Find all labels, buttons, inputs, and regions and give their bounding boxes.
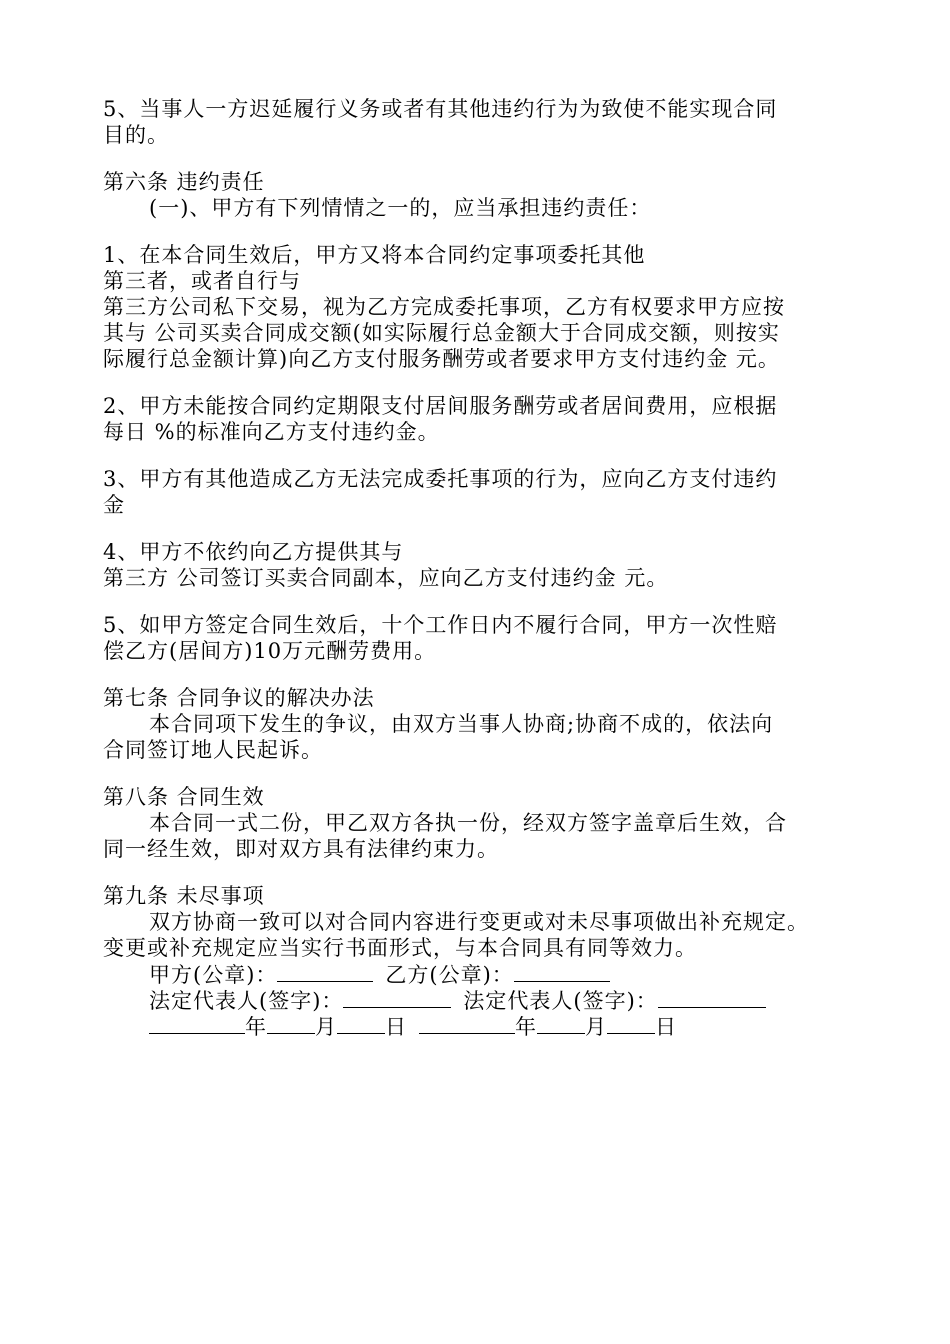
article-6-item-1-line-2: 第三者，或者自行与	[103, 269, 301, 293]
clause-5-line-2: 目的。	[103, 123, 169, 147]
article-6-item-5-line-2: 偿乙方(居间方)10万元酬劳费用。	[103, 639, 437, 663]
date-line	[103, 1013, 853, 1039]
article-7-body-line-1: 本合同项下发生的争议，由双方当事人协商;协商不成的，依法向	[149, 712, 774, 736]
party-a-month-blank[interactable]	[267, 1013, 315, 1034]
seal-line	[103, 961, 853, 987]
article-9-body-line-1: 双方协商一致可以对合同内容进行变更或对未尽事项做出补充规定。	[149, 910, 809, 934]
party-a-seal-blank[interactable]	[277, 961, 373, 982]
party-b-day-blank[interactable]	[607, 1013, 655, 1034]
party-b-year-blank[interactable]	[419, 1013, 515, 1034]
article-6-item-1-line-4: 其与 公司买卖合同成交额(如实际履行总金额大于合同成交额，则按实	[103, 321, 780, 345]
party-b-rep-label: 法定代表人(签字)：	[463, 989, 658, 1013]
article-6-item-1-line-1: 1、在本合同生效后，甲方又将本合同约定事项委托其他	[103, 243, 646, 267]
article-6-item-1-line-5: 际履行总金额计算)向乙方支付服务酬劳或者要求甲方支付违约金 元。	[103, 347, 780, 371]
article-6-item-4-line-2: 第三方 公司签订买卖合同副本，应向乙方支付违约金 元。	[103, 566, 669, 590]
article-6-item-1-line-3: 第三方公司私下交易，视为乙方完成委托事项，乙方有权要求甲方应按	[103, 295, 785, 319]
party-a-year-label: 年	[245, 1015, 267, 1039]
contract-page	[103, 96, 853, 1039]
article-8-title: 第八条 合同生效	[103, 785, 265, 809]
article-6-title: 第六条 违约责任	[103, 170, 265, 194]
article-6-item-5-line-1: 5、如甲方签定合同生效后，十个工作日内不履行合同，甲方一次性赔	[103, 613, 778, 637]
party-b-seal-label: 乙方(公章)：	[385, 963, 514, 987]
party-b-rep-blank[interactable]	[658, 987, 766, 1008]
party-a-year-blank[interactable]	[149, 1013, 245, 1034]
party-a-rep-blank[interactable]	[343, 987, 451, 1008]
party-a-rep-label: 法定代表人(签字)：	[149, 989, 344, 1013]
article-9-body-line-2: 变更或补充规定应当实行书面形式，与本合同具有同等效力。	[103, 936, 697, 960]
article-6-item-2-line-1: 2、甲方未能按合同约定期限支付居间服务酬劳或者居间费用，应根据	[103, 394, 778, 418]
article-9-title: 第九条 未尽事项	[103, 884, 265, 908]
article-7-body-line-2: 合同签订地人民起诉。	[103, 738, 323, 762]
article-6-item-3-line-2: 金	[103, 493, 125, 517]
party-a-day-label: 日	[385, 1015, 407, 1039]
party-b-day-label: 日	[655, 1015, 677, 1039]
party-a-day-blank[interactable]	[337, 1013, 385, 1034]
party-a-month-label: 月	[315, 1015, 337, 1039]
article-6-intro: (一)、甲方有下列情情之一的，应当承担违约责任：	[149, 196, 652, 220]
article-8-body-line-2: 同一经生效，即对双方具有法律约束力。	[103, 837, 499, 861]
party-b-seal-blank[interactable]	[514, 961, 610, 982]
party-b-year-label: 年	[515, 1015, 537, 1039]
article-6-item-4-line-1: 4、甲方不依约向乙方提供其与	[103, 540, 404, 564]
party-b-month-label: 月	[585, 1015, 607, 1039]
party-b-month-blank[interactable]	[537, 1013, 585, 1034]
clause-5-line-1: 5、当事人一方迟延履行义务或者有其他违约行为为致使不能实现合同	[103, 97, 778, 121]
article-8-body-line-1: 本合同一式二份，甲乙双方各执一份，经双方签字盖章后生效，合	[149, 811, 787, 835]
party-a-seal-label: 甲方(公章)：	[149, 963, 278, 987]
representative-line	[103, 987, 853, 1013]
article-6-item-3-line-1: 3、甲方有其他造成乙方无法完成委托事项的行为，应向乙方支付违约	[103, 467, 778, 491]
article-7-title: 第七条 合同争议的解决办法	[103, 686, 375, 710]
article-6-item-2-line-2: 每日 %的标准向乙方支付违约金。	[103, 420, 440, 444]
